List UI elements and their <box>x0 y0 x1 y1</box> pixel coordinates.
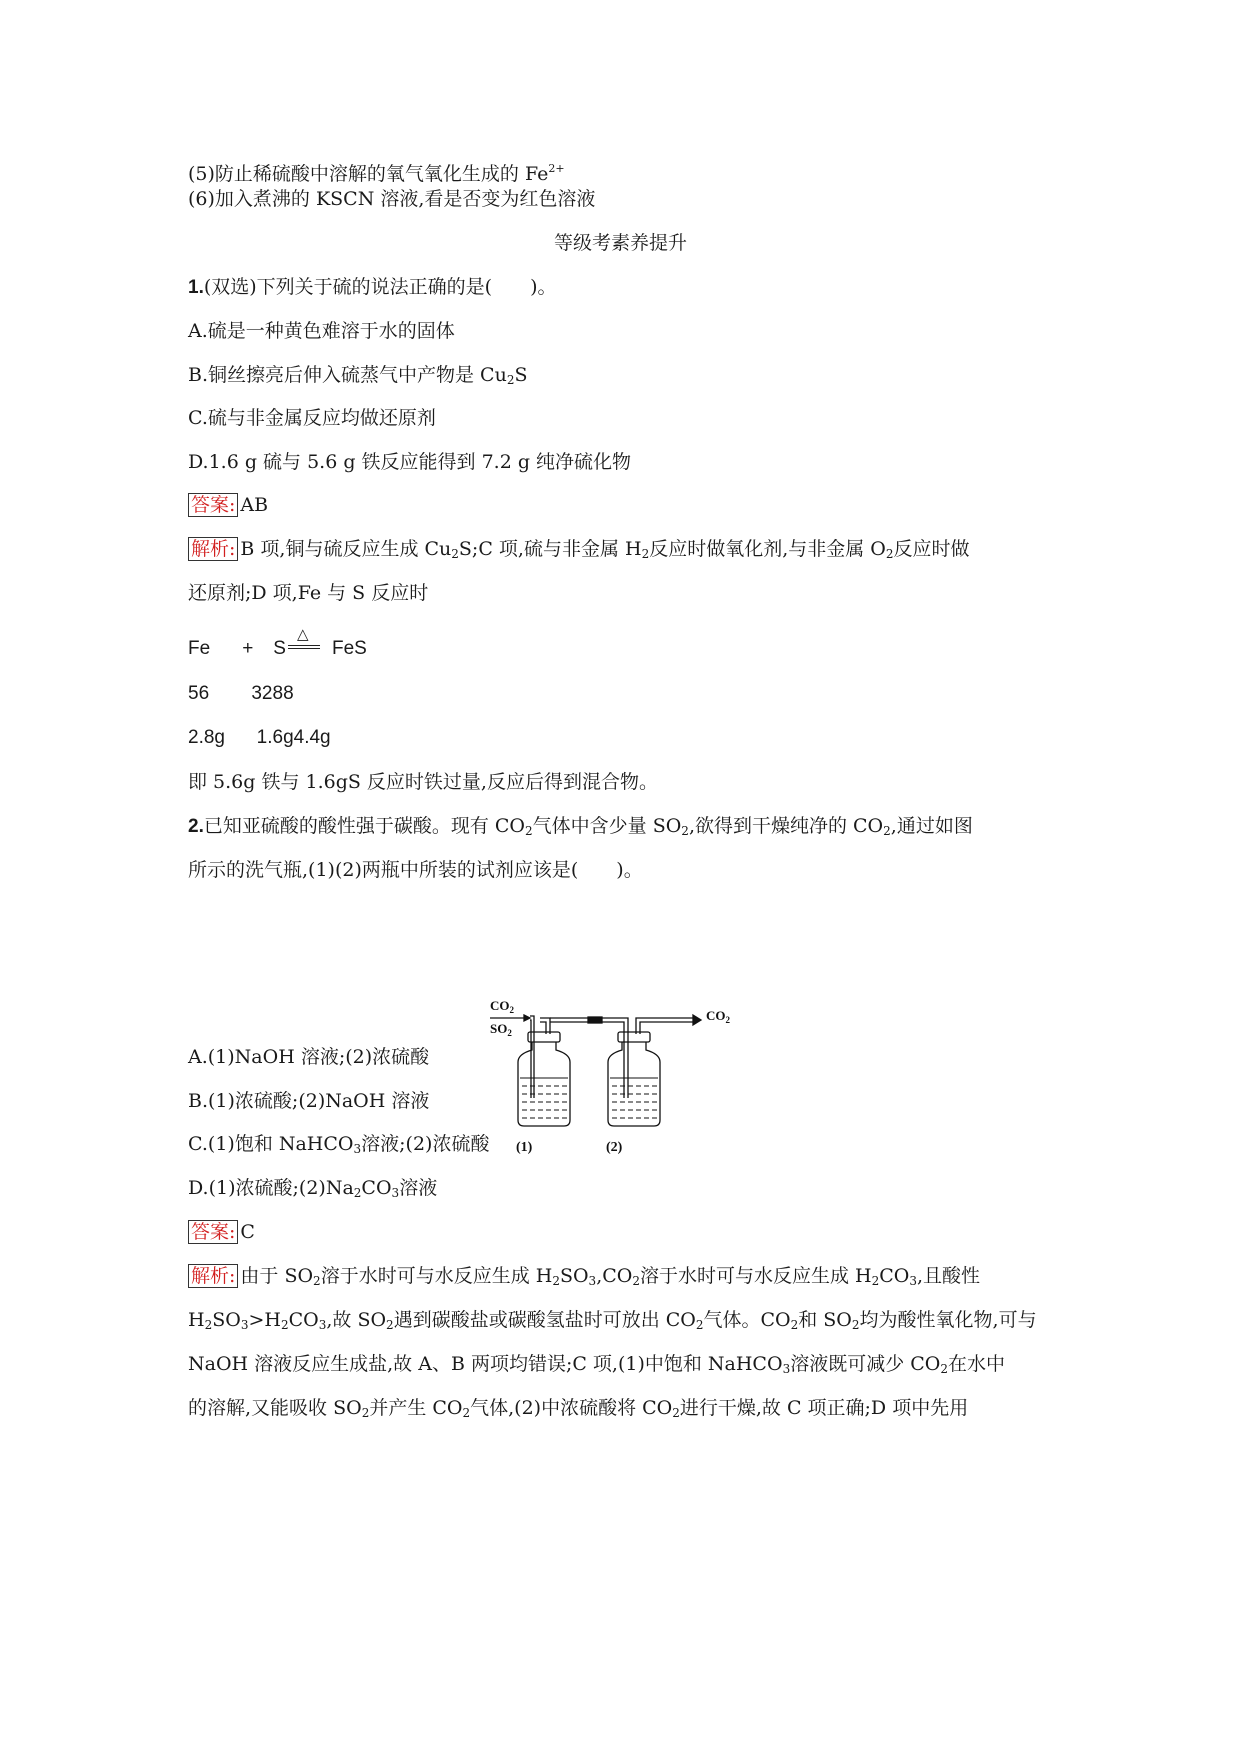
answer-label: 答案: <box>188 1220 238 1244</box>
q1-analysis-line-1: 解析: B 项,铜与硫反应生成 $Cu_2S;C$ 项,硫与非金属 $H_2$反应时做氧化剂,与非金属 $O_2$反应时做 <box>188 535 970 563</box>
q1-option-b: B.铜丝擦亮后伸入硫蒸气中产物是 $Cu_2S$ <box>188 364 528 387</box>
heat-icon: △ <box>296 625 309 643</box>
section-title: 等级考素养提升 <box>553 232 687 254</box>
mass-row: 56 3288 <box>188 683 294 704</box>
q2-option-b: B.(1)浓硫酸;(2)NaOH 溶液 <box>188 1090 430 1112</box>
heat-arrow <box>286 625 322 659</box>
prev-answer-line-6: (6)加入煮沸的 KSCN 溶液,看是否变为红色溶液 <box>188 188 596 210</box>
q2-option-c: C.(1)饱和 NaHCO$_3$溶液;(2)浓硫酸 <box>188 1133 490 1156</box>
prev-answer-line-5: (5)防止稀硫酸中溶解的氧气氧化生成的 $Fe^{2+}$ <box>188 162 565 185</box>
reaction-equation: Fe + S △ FeS <box>188 635 367 663</box>
q2-stem-line-1: 2.已知亚硫酸的酸性强于碳酸。现有 $CO_2$气体中含少量 $SO_2$,欲得到干燥纯净的 $CO_2$,通过如图 <box>188 815 973 838</box>
q1-analysis-line-2: 还原剂;D 项,Fe 与 S 反应时 <box>188 582 429 604</box>
inlet-co2-label: $CO_2$ <box>490 998 514 1015</box>
q1-option-d: D.1.6 g 硫与 5.6 g 铁反应能得到 7.2 g 纯净硫化物 <box>188 451 632 473</box>
q2-analysis-line-1: 解析: 由于 $SO_2$溶于水时可与水反应生成 $H_2SO_3,CO_2$溶于水时可与水反应生成 $H_2CO_3$,且酸性 <box>188 1262 980 1290</box>
inlet-so2-label: $SO_2$ <box>490 1021 512 1038</box>
bottle-1-label: (1) <box>516 1140 533 1155</box>
q2-answer: 答案: C <box>188 1218 255 1246</box>
amount-row: 2.8g 1.6g4.4g <box>188 727 331 748</box>
q1-answer: 答案: AB <box>188 491 268 519</box>
q2-analysis-line-2: $H_2SO_3>H_2CO_3$,故 $SO_2$遇到碳酸盐或碳酸氢盐时可放出 $CO_2$气体。$CO_2$和 $SO_2$均为酸性氧化物,可与 <box>188 1309 1037 1332</box>
q2-option-a: A.(1)NaOH 溶液;(2)浓硫酸 <box>188 1046 430 1068</box>
q2-option-d: D.(1)浓硫酸$;(2)Na_2CO_3$溶液 <box>188 1177 438 1200</box>
gas-washing-bottles-diagram <box>488 998 748 1156</box>
q1-conclusion: 即 5.6g 铁与 1.6gS 反应时铁过量,反应后得到混合物。 <box>188 771 658 793</box>
outlet-co2-label: $CO_2$ <box>706 1008 730 1025</box>
bottle-2-label: (2) <box>606 1140 623 1155</box>
q1-stem: 1.(双选)下列关于硫的说法正确的是( )。 <box>188 276 557 298</box>
q2-analysis-line-3: NaOH 溶液反应生成盐,故 A、B 两项均错误;C 项,(1)中饱和 NaHCO$_3$溶液既可减少 $CO_2$在水中 <box>188 1353 1006 1376</box>
answer-label: 答案: <box>188 493 238 517</box>
q1-option-a: A.硫是一种黄色难溶于水的固体 <box>188 320 455 342</box>
q2-analysis-line-4: 的溶解,又能吸收 $SO_2$并产生 $CO_2$气体,(2)中浓硫酸将 $CO_2$进行干燥,故 C 项正确;D 项中先用 <box>188 1397 969 1420</box>
q2-stem-line-2: 所示的洗气瓶,(1)(2)两瓶中所装的试剂应该是( )。 <box>188 859 643 881</box>
analysis-label: 解析: <box>188 1264 238 1288</box>
analysis-label: 解析: <box>188 537 238 561</box>
q1-option-c: C.硫与非金属反应均做还原剂 <box>188 407 436 429</box>
